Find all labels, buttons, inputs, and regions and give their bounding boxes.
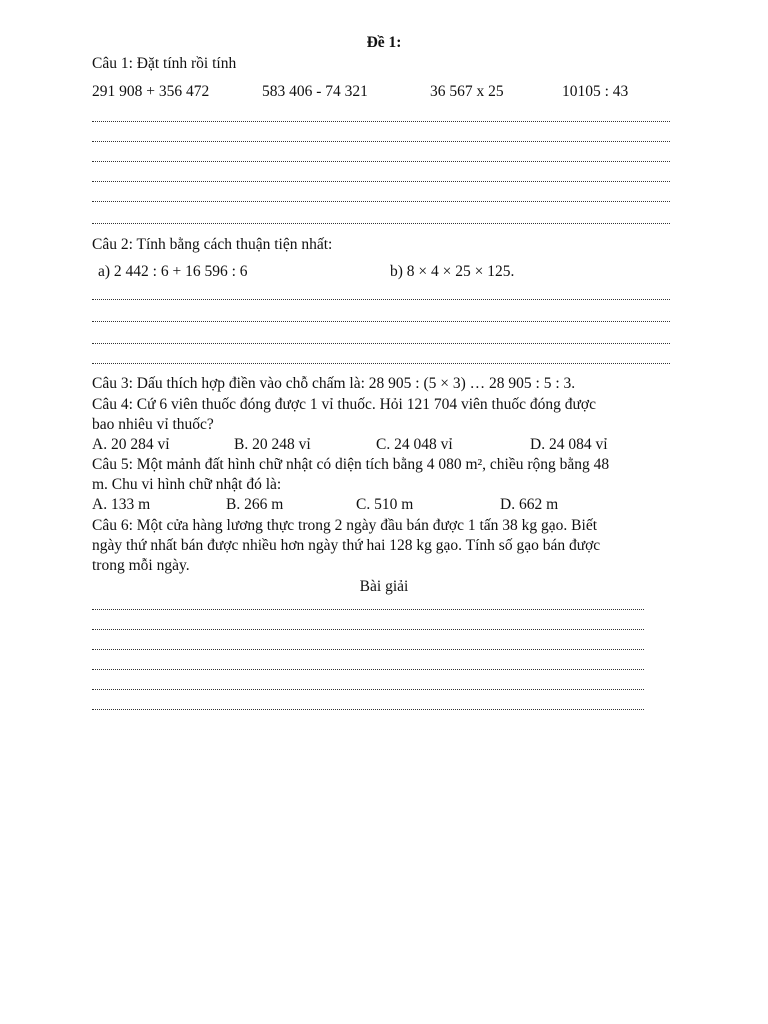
- q5-option-b: B. 266 m: [226, 496, 284, 513]
- page-title: Đề 1:: [366, 34, 402, 51]
- q2-heading: Câu 2: Tính bằng cách thuận tiện nhất:: [92, 236, 333, 253]
- solution-label: Bài giải: [359, 578, 409, 595]
- answer-line: [92, 320, 670, 322]
- q4-option-c: C. 24 048 vỉ: [376, 436, 453, 453]
- q2-part-b: b) 8 × 4 × 25 × 125.: [390, 263, 515, 280]
- q5-option-c: C. 510 m: [356, 496, 414, 513]
- answer-line: [92, 222, 670, 224]
- q1-heading: Câu 1: Đặt tính rồi tính: [92, 55, 237, 72]
- answer-line: [92, 160, 670, 162]
- answer-line: [92, 668, 644, 670]
- q6-line-2: ngày thứ nhất bán được nhiều hơn ngày thứ hai 128 kg gạo. Tính số gạo bán được: [92, 537, 601, 554]
- q2-part-a: a) 2 442 : 6 + 16 596 : 6: [98, 263, 248, 280]
- answer-line: [92, 648, 644, 650]
- answer-line: [92, 180, 670, 182]
- answer-line: [92, 342, 670, 344]
- answer-line: [92, 200, 670, 202]
- q5-line-1: Câu 5: Một mảnh đất hình chữ nhật có diện tích bằng 4 080 m², chiều rộng bằng 48: [92, 456, 610, 473]
- answer-line: [92, 298, 670, 300]
- q6-line-3: trong mỗi ngày.: [92, 557, 190, 574]
- answer-line: [92, 628, 644, 630]
- q4-line-1: Câu 4: Cứ 6 viên thuốc đóng được 1 vỉ thuốc. Hỏi 121 704 viên thuốc đóng được: [92, 396, 596, 413]
- q6-line-1: Câu 6: Một cửa hàng lương thực trong 2 ngày đầu bán được 1 tấn 38 kg gạo. Biết: [92, 517, 597, 534]
- answer-line: [92, 708, 644, 710]
- q4-option-b: B. 20 248 vỉ: [234, 436, 311, 453]
- answer-line: [92, 120, 670, 122]
- q4-option-a: A. 20 284 vỉ: [92, 436, 170, 453]
- q1-expr-1: 291 908 + 356 472: [92, 83, 210, 100]
- q4-line-2: bao nhiêu vỉ thuốc?: [92, 416, 214, 433]
- answer-line: [92, 362, 670, 364]
- q1-expr-2: 583 406 - 74 321: [262, 83, 368, 100]
- q1-expr-3: 36 567 x 25: [430, 83, 504, 100]
- q3-text: Câu 3: Dấu thích hợp điền vào chỗ chấm là: 28 905 : (5 × 3) … 28 905 : 5 : 3.: [92, 375, 576, 392]
- answer-line: [92, 608, 644, 610]
- q1-expr-4: 10105 : 43: [562, 83, 629, 100]
- answer-line: [92, 688, 644, 690]
- q4-option-d: D. 24 084 vỉ: [530, 436, 608, 453]
- q5-option-d: D. 662 m: [500, 496, 559, 513]
- answer-line: [92, 140, 670, 142]
- q5-line-2: m. Chu vi hình chữ nhật đó là:: [92, 476, 282, 493]
- q5-option-a: A. 133 m: [92, 496, 151, 513]
